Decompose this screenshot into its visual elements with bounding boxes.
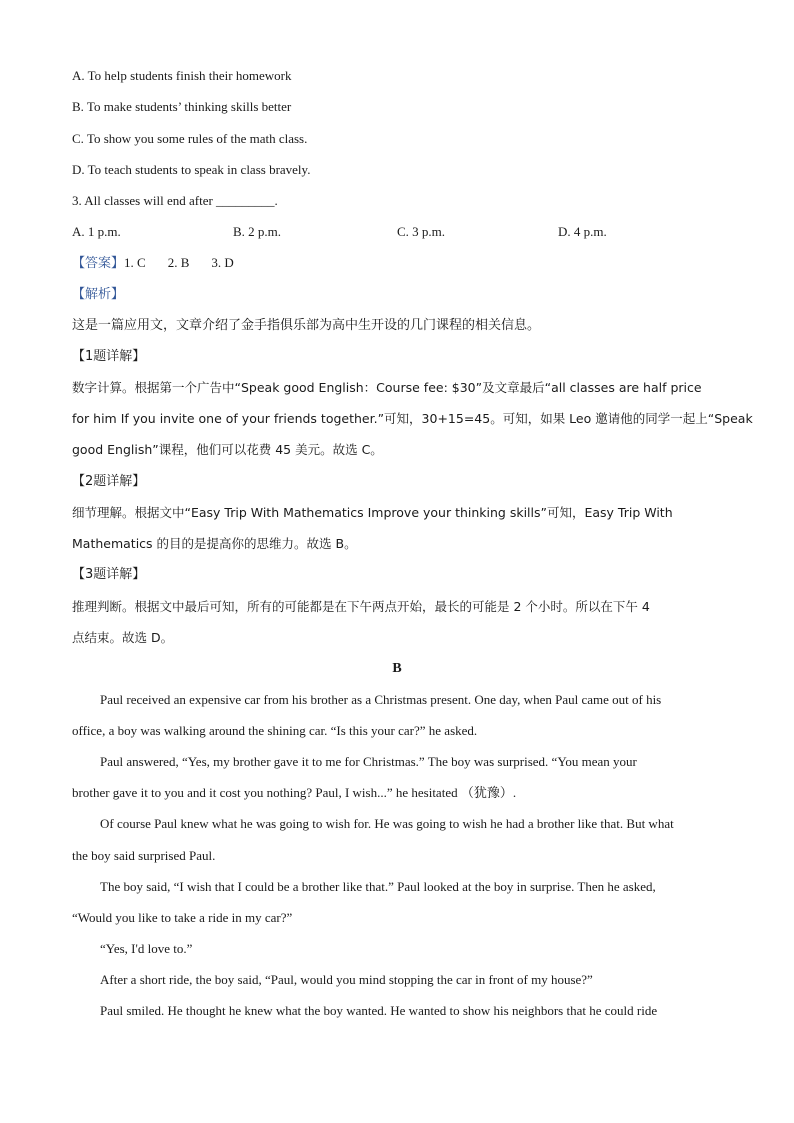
q2-option-a: A. To help students finish their homework xyxy=(72,68,292,83)
answer-item-1: 1. C xyxy=(124,255,146,270)
passage-heading: B xyxy=(392,661,402,676)
q2-detail-line: 细节理解。根据文中“Easy Trip With Mathematics Improve your thinking skills”可知，Easy Trip With xyxy=(72,505,673,520)
q2-detail-label: 【2题详解】 xyxy=(72,474,146,489)
analysis-label: 【解析】 xyxy=(72,287,125,302)
q1-detail-line: good English”课程，他们可以花费 45 美元。故选 C。 xyxy=(72,442,383,457)
q3-detail-label: 【3题详解】 xyxy=(72,567,146,582)
answer-line xyxy=(72,254,724,273)
passage-line: Of course Paul knew what he was going to wish for. He was going to wish he had a brother like that. But what xyxy=(100,816,674,831)
passage-line: office, a boy was walking around the shining car. “Is this your car?” he asked. xyxy=(72,723,478,738)
q1-detail-line: 数字计算。根据第一个广告中“Speak good English：Course fee: $30”及文章最后“all classes are half price xyxy=(72,380,702,395)
q3-option-b: B. 2 p.m. xyxy=(233,224,282,239)
passage-line: Paul answered, “Yes, my brother gave it to me for Christmas.” The boy was surprised. “You mean your xyxy=(100,754,637,769)
passage-line: Paul received an expensive car from his brother as a Christmas present. One day, when Paul came out of his xyxy=(100,692,662,707)
passage-line: “Yes, I'd love to.” xyxy=(100,941,193,956)
passage-line: Paul smiled. He thought he knew what the boy wanted. He wanted to show his neighbors that he could ride xyxy=(100,1003,658,1018)
q3-detail-line: 推理判断。根据文中最后可知，所有的可能都是在下午两点开始，最长的可能是 2 个小时。所以在下午 4 xyxy=(72,599,650,614)
q3-option-a: A. 1 p.m. xyxy=(72,224,121,239)
q2-option-c: C. To show you some rules of the math class. xyxy=(72,131,308,146)
answer-item-3: 3. D xyxy=(211,255,234,270)
q3-option-d: D. 4 p.m. xyxy=(558,224,607,239)
q3-detail-line: 点结束。故选 D。 xyxy=(72,630,174,645)
answer-item-2: 2. B xyxy=(167,255,190,270)
passage-line: the boy said surprised Paul. xyxy=(72,848,216,863)
passage-line: “Would you like to take a ride in my car?” xyxy=(72,910,293,925)
passage-line: The boy said, “I wish that I could be a brother like that.” Paul looked at the boy in surprise. Then he asked, xyxy=(100,879,656,894)
analysis-summary: 这是一篇应用文，文章介绍了金手指俱乐部为高中生开设的几门课程的相关信息。 xyxy=(72,318,541,333)
q3-stem: 3. All classes will end after _________. xyxy=(72,193,278,208)
answer-label: 【答案】 xyxy=(72,256,125,271)
q1-detail-label: 【1题详解】 xyxy=(72,349,146,364)
q3-option-c: C. 3 p.m. xyxy=(397,224,446,239)
q1-detail-line: for him If you invite one of your friends together.”可知，30+15=45。可知，如果 Leo 邀请他的同学一起上“Speak xyxy=(72,411,753,426)
q2-option-b: B. To make students’ thinking skills better xyxy=(72,99,292,114)
q2-detail-line: Mathematics 的目的是提高你的思维力。故选 B。 xyxy=(72,536,357,551)
passage-line: brother gave it to you and it cost you nothing? Paul, I wish...” he hesitated （犹豫）. xyxy=(72,785,517,800)
q2-option-d: D. To teach students to speak in class bravely. xyxy=(72,162,311,177)
passage-line: After a short ride, the boy said, “Paul, would you mind stopping the car in front of my house?” xyxy=(100,972,593,987)
